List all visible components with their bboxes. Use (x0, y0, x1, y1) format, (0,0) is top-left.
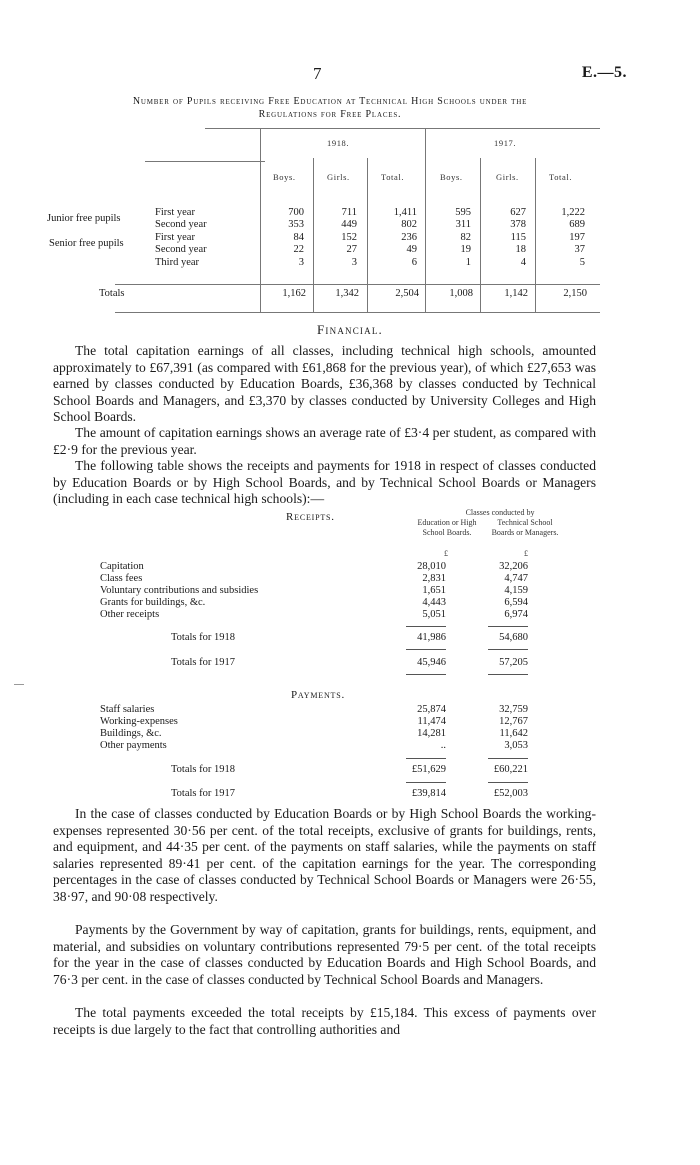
cell-total: 2,504 (395, 288, 419, 299)
cell: 37 (574, 244, 585, 255)
cell-total: 41,986 (417, 632, 446, 643)
row-label: Other payments (100, 740, 167, 751)
paragraph-text: The total capitation earnings of all classes, including technical high schools, amounted approximately to £67,391 (as compared with £61,868 for the previous year), of which £27,653 was earned by classes conducted by Education Boards, £36,368 by classes conducted by Technical School Boards and Managers, and £3,370 by classes conducted by University Colleges and High School Boards. (53, 343, 596, 424)
cell: 3,053 (504, 740, 528, 751)
free-places-table (47, 128, 600, 313)
cell: 12,767 (499, 716, 528, 727)
paragraph-text: The amount of capitation earnings shows an average rate of £3·4 per student, as compared with £2·9 for the previous year. (53, 425, 596, 457)
cell: 18 (515, 244, 526, 255)
totals-1917-label: Totals for 1917 (171, 788, 236, 799)
rule (488, 626, 528, 627)
totals-label: Totals (99, 288, 125, 299)
cell: .. (440, 740, 446, 751)
group-senior: Senior free pupils (49, 238, 124, 249)
cell: 1,651 (422, 585, 446, 596)
classes-header: Classes conducted by (465, 508, 535, 517)
cell-total: 1,162 (282, 288, 306, 299)
cell: 152 (341, 232, 357, 243)
section-heading: Financial. (317, 322, 383, 337)
cell: 6,594 (504, 597, 528, 608)
row-label: Staff salaries (100, 704, 155, 715)
rule (488, 758, 528, 759)
cell: 4,159 (504, 585, 528, 596)
row-label: Second year (155, 244, 207, 255)
page-header (0, 64, 700, 84)
row-label: Grants for buildings, &c. (100, 597, 206, 608)
cell: 2,831 (422, 573, 446, 584)
cell: 1,411 (393, 207, 417, 218)
cell: 28,010 (417, 561, 446, 572)
cell-total: £52,003 (493, 788, 528, 799)
cell: 11,474 (417, 716, 446, 727)
cell-total: 1,342 (335, 288, 359, 299)
table-title-line-1: Number of Pupils receiving Free Education at Technical High Schools under the (132, 96, 528, 107)
cell: 627 (510, 207, 526, 218)
cell-total: 1,142 (504, 288, 528, 299)
rule (488, 674, 528, 675)
paragraph-text: In the case of classes conducted by Education Boards or by High School Boards the working-expenses represented 30·56 per cent. of the total receipts, exclusive of grants for buildings, rents, and equipment, and 44·35 per cent. of the payments on staff salaries, while the payments on staff salaries represented 89·41 per cent. of the capitation earnings for the year. The corresponding percentages in the case of classes conducted by Technical School Boards or Managers were 26·55, 38·97, and 90·08 respectively. (53, 806, 596, 904)
margin-mark (14, 684, 24, 685)
col-total-1918: Total. (381, 172, 405, 182)
cell: 1 (465, 257, 471, 268)
cell-total: 2,150 (563, 288, 587, 299)
cell: 22 (293, 244, 304, 255)
row-label: Buildings, &c. (100, 728, 162, 739)
col-header-education: Education or High School Boards. (417, 518, 477, 537)
rule (406, 649, 446, 650)
paragraph (53, 458, 596, 508)
col-header-technical: Technical School Boards or Managers. (491, 518, 559, 537)
paragraph (53, 425, 596, 458)
cell: 802 (401, 219, 417, 230)
rule (406, 758, 446, 759)
col-total-1917: Total. (549, 172, 573, 182)
paragraph (53, 343, 596, 426)
document-reference: E.—5. (581, 64, 627, 81)
cell-total: £39,814 (411, 788, 446, 799)
cell: 3 (351, 257, 357, 268)
cell: 689 (569, 219, 585, 230)
paragraph (53, 806, 596, 905)
row-label: First year (155, 232, 195, 243)
row-label: Voluntary contributions and subsidies (100, 585, 259, 596)
rule (115, 312, 600, 313)
paragraph (53, 922, 596, 988)
year-1918-header: 1918. (327, 138, 350, 148)
cell: 311 (455, 219, 471, 230)
row-label: Second year (155, 219, 207, 230)
totals-1918-label: Totals for 1918 (171, 632, 236, 643)
cell: 4,443 (422, 597, 446, 608)
cell: 19 (460, 244, 471, 255)
cell: 4,747 (504, 573, 528, 584)
row-label: Capitation (100, 561, 144, 572)
rule (205, 128, 600, 129)
rule (488, 782, 528, 783)
row-label: Working-expenses (100, 716, 178, 727)
cell-total: £60,221 (493, 764, 528, 775)
cell: 1,222 (561, 207, 585, 218)
paragraph (53, 1005, 596, 1038)
cell: 197 (569, 232, 585, 243)
cell: 32,206 (499, 561, 528, 572)
row-label: Third year (155, 257, 200, 268)
page-number: 7 (313, 64, 322, 83)
cell-total: £51,629 (411, 764, 446, 775)
cell: 4 (520, 257, 526, 268)
cell: 115 (510, 232, 526, 243)
col-girls-1918: Girls. (327, 172, 350, 182)
receipts-heading: Receipts. (286, 511, 335, 523)
col-boys-1917: Boys. (440, 172, 463, 182)
payments-heading: Payments. (291, 689, 346, 701)
rule (145, 161, 265, 162)
cell: 27 (346, 244, 357, 255)
cell: 3 (298, 257, 304, 268)
cell-total: 1,008 (449, 288, 473, 299)
year-1917-header: 1917. (494, 138, 517, 148)
cell: 700 (288, 207, 304, 218)
rule (115, 284, 600, 285)
row-label: Other receipts (100, 609, 160, 620)
paragraph-text: The following table shows the receipts and payments for 1918 in respect of classes conducted by Education Boards or by High School Boards, and by Technical School Boards or Managers (including in each case technical high schools):— (53, 458, 596, 506)
cell: 5,051 (422, 609, 446, 620)
cell: 6 (411, 257, 417, 268)
cell-total: 54,680 (499, 632, 528, 643)
rule (488, 649, 528, 650)
paragraph-text: The total payments exceeded the total receipts by £15,184. This excess of payments over receipts is due largely to the fact that controlling authorities and (53, 1005, 596, 1037)
cell: 84 (293, 232, 304, 243)
cell: 32,759 (499, 704, 528, 715)
rule (406, 782, 446, 783)
cell: 449 (341, 219, 357, 230)
table-title (60, 95, 600, 121)
cell: 49 (406, 244, 417, 255)
table-title-line-2: Regulations for Free Places. (258, 109, 402, 120)
cell: 236 (401, 232, 417, 243)
currency-symbol: £ (524, 549, 528, 558)
cell: 595 (455, 207, 471, 218)
currency-symbol: £ (444, 549, 448, 558)
col-girls-1917: Girls. (496, 172, 519, 182)
col-boys-1918: Boys. (273, 172, 296, 182)
totals-1917-label: Totals for 1917 (171, 657, 236, 668)
cell: 5 (579, 257, 585, 268)
totals-1918-label: Totals for 1918 (171, 764, 236, 775)
row-label: Class fees (100, 573, 143, 584)
cell: 82 (460, 232, 471, 243)
cell-total: 45,946 (417, 657, 446, 668)
cell: 353 (288, 219, 304, 230)
cell: 11,642 (499, 728, 528, 739)
paragraph-text: Payments by the Government by way of capitation, grants for buildings, rents, equipment, and material, and subsidies on voluntary contributions represented 79·5 per cent. of the total receipts for the year in the case of classes conducted by Education Boards and High School Boards, and 76·3 per cent. in the case of classes conducted by Technical School Boards and Managers. (53, 922, 596, 987)
cell: 6,974 (504, 609, 528, 620)
group-junior: Junior free pupils (47, 213, 121, 224)
cell-total: 57,205 (499, 657, 528, 668)
cell: 378 (510, 219, 526, 230)
rule (406, 674, 446, 675)
rule (406, 626, 446, 627)
row-label: First year (155, 207, 195, 218)
cell: 14,281 (417, 728, 446, 739)
cell: 711 (341, 207, 357, 218)
cell: 25,874 (417, 704, 446, 715)
